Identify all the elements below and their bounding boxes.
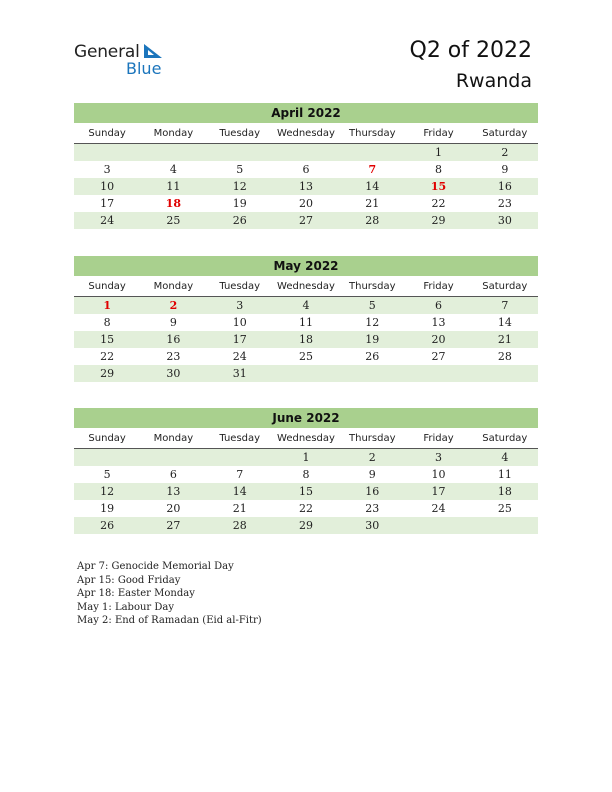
day-cell: 16 — [166, 333, 181, 346]
day-cell: 10 — [100, 180, 115, 193]
day-cell: 2 — [501, 146, 509, 159]
month-calendar — [74, 408, 538, 534]
day-cell: 16 — [497, 180, 512, 193]
holiday-entry: Apr 15: Good Friday — [77, 574, 181, 586]
day-cell — [472, 365, 538, 382]
weekday-label: Thursday — [349, 128, 396, 139]
holiday-entry: Apr 18: Easter Monday — [77, 588, 195, 599]
day-cell: 14 — [232, 485, 247, 498]
day-cell — [339, 365, 405, 382]
day-cell: 27 — [298, 214, 313, 227]
holiday-day-cell: 2 — [169, 299, 178, 312]
weekday-label: Tuesday — [219, 433, 261, 444]
week-row — [74, 500, 538, 517]
day-cell: 12 — [100, 485, 115, 498]
day-cell: 8 — [103, 316, 111, 329]
day-cell: 6 — [169, 468, 177, 481]
day-cell: 13 — [298, 180, 313, 193]
week-row — [74, 483, 538, 500]
day-cell: 23 — [497, 197, 512, 210]
quarter-title: Q2 of 2022 — [409, 38, 532, 63]
week-row — [74, 466, 538, 483]
day-cell: 26 — [100, 519, 115, 532]
holiday-day-cell: 15 — [430, 180, 447, 193]
day-cell: 26 — [365, 350, 380, 363]
day-cell: 29 — [298, 519, 313, 532]
weekday-label: Friday — [423, 128, 454, 139]
day-cell: 10 — [232, 316, 247, 329]
week-row — [74, 178, 538, 195]
day-cell: 21 — [232, 502, 247, 515]
day-cell: 5 — [368, 299, 376, 312]
weekday-label: Monday — [153, 128, 194, 139]
weekday-header-row — [74, 430, 538, 449]
day-cell: 2 — [368, 451, 376, 464]
day-cell: 31 — [232, 367, 247, 380]
day-cell: 30 — [365, 519, 380, 532]
day-cell: 19 — [100, 502, 115, 515]
weekday-label: Saturday — [482, 281, 528, 292]
day-cell — [207, 449, 273, 466]
day-cell — [405, 517, 471, 534]
day-cell: 29 — [100, 367, 115, 380]
day-cell: 11 — [497, 468, 512, 481]
day-cell — [74, 449, 140, 466]
weekday-label: Monday — [153, 281, 194, 292]
weekday-label: Sunday — [88, 281, 126, 292]
day-cell — [140, 449, 206, 466]
day-cell: 19 — [232, 197, 247, 210]
holiday-day-cell: 18 — [165, 197, 182, 210]
weekday-label: Thursday — [349, 433, 396, 444]
day-cell: 17 — [232, 333, 247, 346]
holiday-day-cell: 7 — [368, 163, 377, 176]
day-cell: 28 — [365, 214, 380, 227]
week-row — [74, 212, 538, 229]
day-cell — [339, 144, 405, 161]
week-row — [74, 195, 538, 212]
day-cell: 22 — [100, 350, 115, 363]
day-cell: 23 — [365, 502, 380, 515]
day-cell: 4 — [501, 451, 509, 464]
day-cell: 5 — [236, 163, 244, 176]
day-cell — [273, 365, 339, 382]
day-cell: 24 — [100, 214, 115, 227]
day-cell: 24 — [232, 350, 247, 363]
day-cell: 8 — [302, 468, 310, 481]
day-cell: 14 — [497, 316, 512, 329]
weekday-header-row — [74, 278, 538, 297]
week-row — [74, 365, 538, 382]
week-row — [74, 161, 538, 178]
day-cell: 20 — [166, 502, 181, 515]
day-cell: 28 — [497, 350, 512, 363]
day-cell: 27 — [431, 350, 446, 363]
day-cell: 29 — [431, 214, 446, 227]
weekday-header-row — [74, 125, 538, 144]
logo-triangle-icon — [142, 44, 162, 60]
day-cell: 30 — [497, 214, 512, 227]
day-cell: 25 — [497, 502, 512, 515]
day-cell — [472, 517, 538, 534]
weekday-label: Sunday — [88, 128, 126, 139]
week-row — [74, 449, 538, 466]
day-cell — [140, 144, 206, 161]
day-cell: 9 — [368, 468, 376, 481]
day-cell: 11 — [298, 316, 313, 329]
day-cell: 20 — [431, 333, 446, 346]
week-row — [74, 348, 538, 365]
weekday-label: Friday — [423, 433, 454, 444]
country-title: Rwanda — [455, 70, 532, 92]
holiday-day-cell: 1 — [103, 299, 111, 312]
day-cell: 15 — [298, 485, 313, 498]
day-cell: 21 — [497, 333, 512, 346]
day-cell: 15 — [100, 333, 115, 346]
day-cell: 3 — [103, 163, 111, 176]
logo-text-general: General — [74, 42, 140, 62]
day-cell: 7 — [236, 468, 244, 481]
logo-text-blue: Blue — [126, 59, 162, 78]
weekday-label: Tuesday — [219, 128, 261, 139]
day-cell: 16 — [365, 485, 380, 498]
weekday-label: Sunday — [88, 433, 126, 444]
day-cell: 12 — [365, 316, 380, 329]
day-cell: 8 — [435, 163, 443, 176]
day-cell — [74, 144, 140, 161]
holiday-entry: May 2: End of Ramadan (Eid al-Fitr) — [77, 615, 262, 626]
week-row — [74, 144, 538, 161]
month-header: May 2022 — [74, 256, 538, 276]
day-cell: 3 — [236, 299, 244, 312]
day-cell: 19 — [365, 333, 380, 346]
generalblue-logo — [74, 42, 174, 78]
day-cell: 1 — [435, 146, 443, 159]
holiday-entry: Apr 7: Genocide Memorial Day — [77, 561, 234, 572]
day-cell: 18 — [298, 333, 313, 346]
day-cell — [273, 144, 339, 161]
weekday-label: Wednesday — [277, 128, 335, 139]
day-cell: 7 — [501, 299, 509, 312]
week-row — [74, 314, 538, 331]
day-cell: 17 — [100, 197, 115, 210]
day-cell: 12 — [232, 180, 247, 193]
day-cell — [405, 365, 471, 382]
day-cell: 27 — [166, 519, 181, 532]
week-row — [74, 297, 538, 314]
day-cell: 1 — [302, 451, 310, 464]
day-cell: 28 — [232, 519, 247, 532]
weekday-label: Monday — [153, 433, 194, 444]
day-cell: 9 — [501, 163, 509, 176]
day-cell: 17 — [431, 485, 446, 498]
day-cell: 5 — [103, 468, 111, 481]
weekday-label: Thursday — [349, 281, 396, 292]
weekday-label: Saturday — [482, 128, 528, 139]
week-row — [74, 517, 538, 534]
month-calendar — [74, 256, 538, 382]
day-cell: 4 — [169, 163, 177, 176]
day-cell: 6 — [302, 163, 310, 176]
weekday-label: Saturday — [482, 433, 528, 444]
weekday-label: Tuesday — [219, 281, 261, 292]
day-cell: 9 — [169, 316, 177, 329]
month-header: June 2022 — [74, 408, 538, 428]
day-cell: 30 — [166, 367, 181, 380]
weekday-label: Wednesday — [277, 433, 335, 444]
day-cell: 25 — [166, 214, 181, 227]
day-cell: 20 — [298, 197, 313, 210]
weekday-label: Friday — [423, 281, 454, 292]
holiday-list — [77, 560, 262, 628]
day-cell: 18 — [497, 485, 512, 498]
weekday-label: Wednesday — [277, 281, 335, 292]
day-cell — [207, 144, 273, 161]
month-header: April 2022 — [74, 103, 538, 123]
day-cell: 3 — [435, 451, 443, 464]
week-row — [74, 331, 538, 348]
holiday-entry: May 1: Labour Day — [77, 601, 174, 613]
month-calendar — [74, 103, 538, 229]
day-cell: 13 — [431, 316, 446, 329]
day-cell: 10 — [431, 468, 446, 481]
day-cell: 11 — [166, 180, 181, 193]
day-cell: 25 — [298, 350, 313, 363]
day-cell: 4 — [302, 299, 310, 312]
day-cell: 26 — [232, 214, 247, 227]
day-cell: 22 — [298, 502, 313, 515]
day-cell: 14 — [365, 180, 380, 193]
day-cell: 21 — [365, 197, 380, 210]
day-cell: 23 — [166, 350, 181, 363]
day-cell: 22 — [431, 197, 446, 210]
day-cell: 6 — [435, 299, 443, 312]
day-cell: 24 — [431, 502, 446, 515]
day-cell: 13 — [166, 485, 181, 498]
